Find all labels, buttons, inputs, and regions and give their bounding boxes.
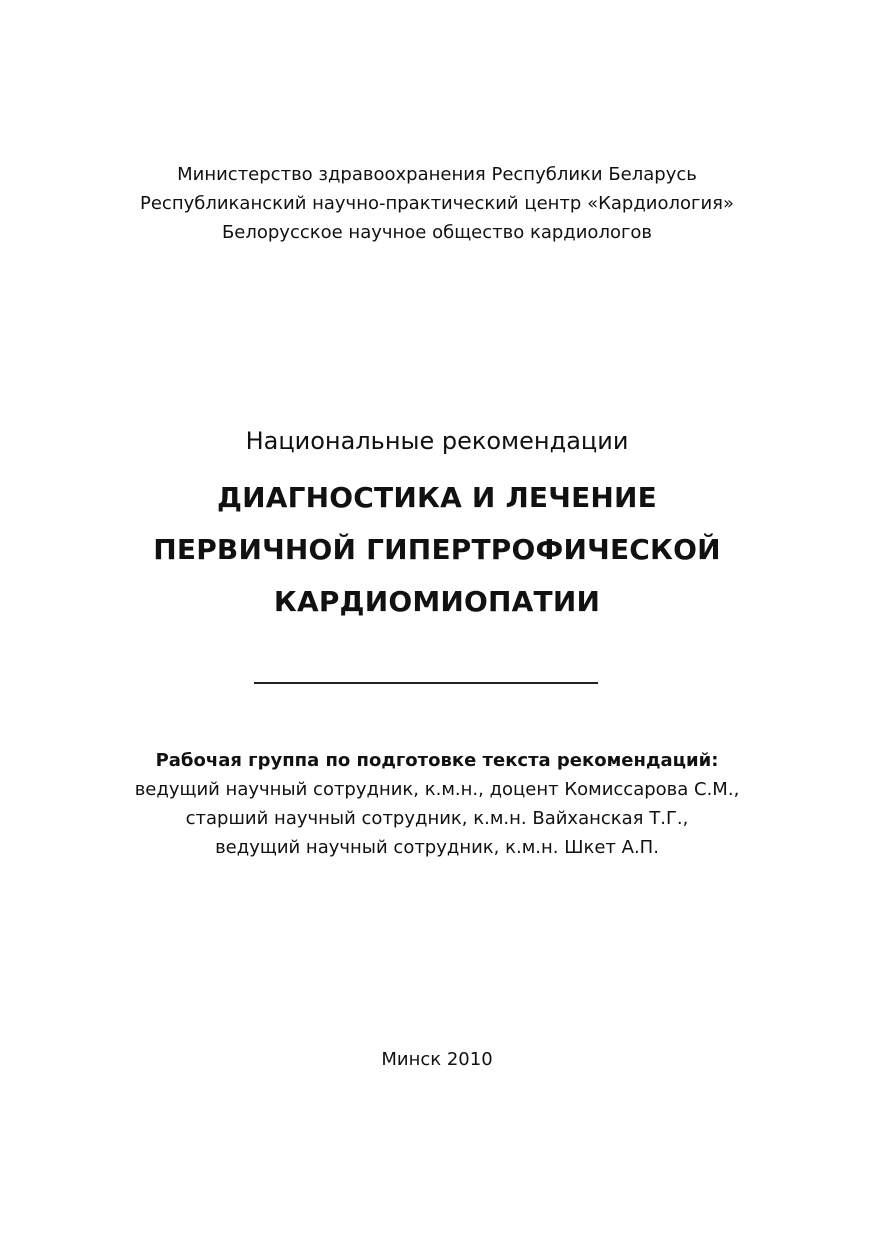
document-subtitle: Национальные рекомендации <box>245 427 629 455</box>
document-type-block <box>0 424 874 458</box>
organizations-block <box>0 160 874 247</box>
place-year: Минск 2010 <box>381 1049 493 1070</box>
title-divider <box>254 682 598 684</box>
title-line-2: ПЕРВИЧНОЙ ГИПЕРТРОФИЧЕСКОЙ <box>153 533 721 566</box>
working-group-block <box>0 746 874 862</box>
working-group-heading: Рабочая группа по подготовке текста рекомендаций: <box>155 750 719 771</box>
organization-ministry: Министерство здравоохранения Республики Беларусь <box>177 164 697 185</box>
organization-cardiology-society: Белорусское научное общество кардиологов <box>221 222 653 243</box>
footer-block <box>0 1045 874 1074</box>
working-group-member: старший научный сотрудник, к.м.н. Вайханская Т.Г., <box>185 808 689 829</box>
working-group-member: ведущий научный сотрудник, к.м.н., доцент Комиссарова С.М., <box>134 779 740 800</box>
organization-cardiology-center: Республиканский научно-практический центр «Кардиология» <box>140 193 734 214</box>
document-title <box>0 472 874 628</box>
title-line-3: КАРДИОМИОПАТИИ <box>273 585 601 618</box>
title-line-1: ДИАГНОСТИКА И ЛЕЧЕНИЕ <box>216 481 658 514</box>
working-group-member: ведущий научный сотрудник, к.м.н. Шкет А.П. <box>215 837 659 858</box>
